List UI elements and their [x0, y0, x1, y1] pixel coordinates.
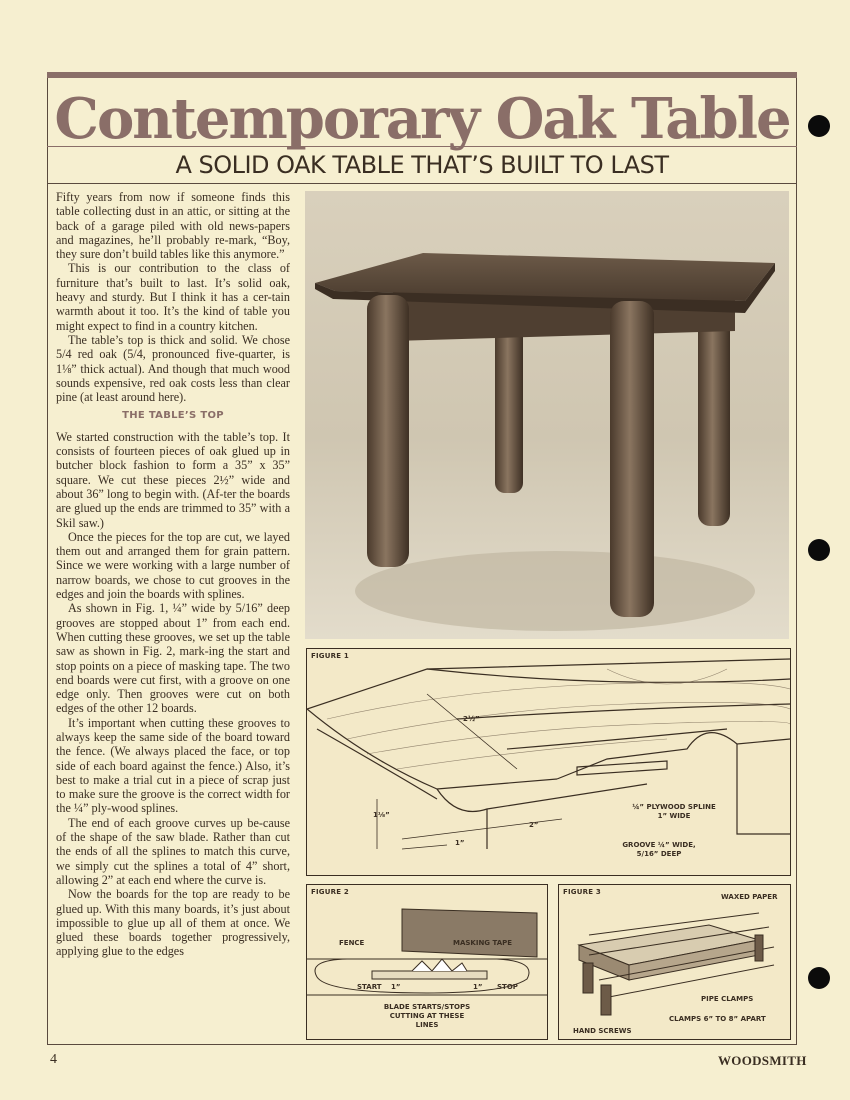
one-inch-left: 1”: [391, 983, 401, 991]
dimension-width: 2½”: [463, 715, 480, 723]
page-title: Contemporary Oak Table: [54, 86, 790, 152]
clamp-spacing-label: CLAMPS 6” TO 8” APART: [669, 1015, 766, 1023]
spline-callout-line1: ¼” PLYWOOD SPLINE: [632, 803, 716, 811]
groove-callout: [603, 841, 715, 859]
dimension-thickness: 1⅛”: [373, 811, 390, 819]
paragraph: Fifty years from now if someone finds this table collecting dust in an attic, or sitting at the back of a garage piled with old news-papers and magazines, he’ll probably re-mark, “Boy, they sure don’t build tables like this anymore.”: [56, 190, 290, 262]
waxed-paper-label: WAXED PAPER: [721, 893, 778, 901]
pipe-clamps-label: PIPE CLAMPS: [701, 995, 754, 1003]
groove-callout-line2: 5/16” DEEP: [636, 850, 682, 858]
bottom-rule: [47, 1044, 797, 1045]
subtitle-rule: [47, 183, 797, 184]
article-body: [56, 190, 290, 959]
magazine-name: WOODSMITH: [718, 1053, 807, 1068]
dimension-stop: 2”: [529, 821, 539, 829]
figure-1-label: FIGURE 1: [311, 652, 349, 660]
figure-2-caption: [367, 1003, 487, 1030]
binder-hole-bottom: [808, 967, 830, 989]
start-label: START: [357, 983, 382, 991]
figure-3-label: FIGURE 3: [563, 888, 601, 896]
paragraph: It’s important when cutting these grooves to always keep the same side of the board toward the fence. (We always placed the face, or top side of each board against the fence.) Also, it’s best to make a trial cut in a piece of scrap just to make sure the groove is the correct width for the ¼” ply-wood splines.: [56, 715, 290, 816]
paragraph: Once the pieces for the top are cut, we layed them out and arranged them for grain pattern. Since we were working with a large number of narrow boards, we chose to cut grooves in the edges and join the boards with splines.: [56, 529, 290, 602]
page-subtitle: A SOLID OAK TABLE THAT’S BUILT TO LAST: [175, 151, 669, 179]
figure-1: [306, 648, 791, 876]
table-photo: [305, 191, 789, 639]
binder-hole-middle: [808, 539, 830, 561]
paragraph: Now the boards for the top are ready to be glued up. With this many boards, it’s just about impossible to glue up all of them at once. We glued these boards together progressively, applying glue to the edges: [56, 887, 290, 959]
top-rule: [47, 72, 797, 78]
figure-1-drawing: [307, 649, 790, 875]
paragraph: This is our contribution to the class of furniture that’s built to last. It’s solid oak, heavy and sturdy. But I think it has a cer-tain warmth about it too. It’s the kind of table you might expect to find in a country kitchen.: [56, 261, 290, 333]
binder-hole-top: [808, 115, 830, 137]
right-border: [796, 78, 797, 1044]
caption-line2: CUTTING AT THESE: [389, 1012, 465, 1020]
figure-2: [306, 884, 548, 1040]
stop-label: STOP: [497, 983, 518, 991]
spline-callout-line2: 1” WIDE: [657, 812, 691, 820]
hand-screws-label: HAND SCREWS: [573, 1027, 632, 1035]
caption-line3: LINES: [415, 1021, 439, 1029]
masking-tape-label: MASKING TAPE: [453, 939, 513, 947]
fence-label: FENCE: [339, 939, 365, 947]
paragraph: We started construction with the table’s top. It consists of fourteen pieces of oak glued up in butcher block fashion to form a 35” x 35” square. We cut these pieces 2½” wide and about 36” long to begin with. (Af-ter the boards are glued up the ends are trimmed to 35” with a Skil saw.): [56, 429, 290, 530]
caption-line1: BLADE STARTS/STOPS: [383, 1003, 471, 1011]
paragraph: The table’s top is thick and solid. We chose 5/4 red oak (5/4, pronounced five-quarter, is 1⅛” thick actual). And though that much wood sounds expensive, red oak costs less than clear pine (at least around here).: [56, 332, 290, 405]
one-inch-right: 1”: [473, 983, 483, 991]
section-heading: THE TABLE’S TOP: [122, 410, 224, 422]
spline-callout: [619, 803, 729, 821]
dimension-end: 1”: [455, 839, 465, 847]
paragraph: The end of each groove curves up be-cause of the shape of the saw blade. Rather than cut the ends of all the splines to match this curve, we simply cut the splines a total of 4” short, allowing 2” at each end where the curve is.: [56, 815, 290, 887]
groove-callout-line1: GROOVE ¼” WIDE,: [622, 841, 696, 849]
figure-2-label: FIGURE 2: [311, 888, 349, 896]
paragraph: As shown in Fig. 1, ¼” wide by 5/16” deep grooves are stopped about 1” from each end. When cutting these grooves, we set up the table saw as shown in Fig. 2, mark-ing the start and stop points on a piece of masking tape. The two end boards were cut first, with a groove on one edge only. Then grooves were cut on both edges of the other 12 boards.: [56, 601, 290, 716]
left-border: [47, 78, 48, 1044]
figure-3: [558, 884, 791, 1040]
page-number: 4: [50, 1052, 57, 1067]
